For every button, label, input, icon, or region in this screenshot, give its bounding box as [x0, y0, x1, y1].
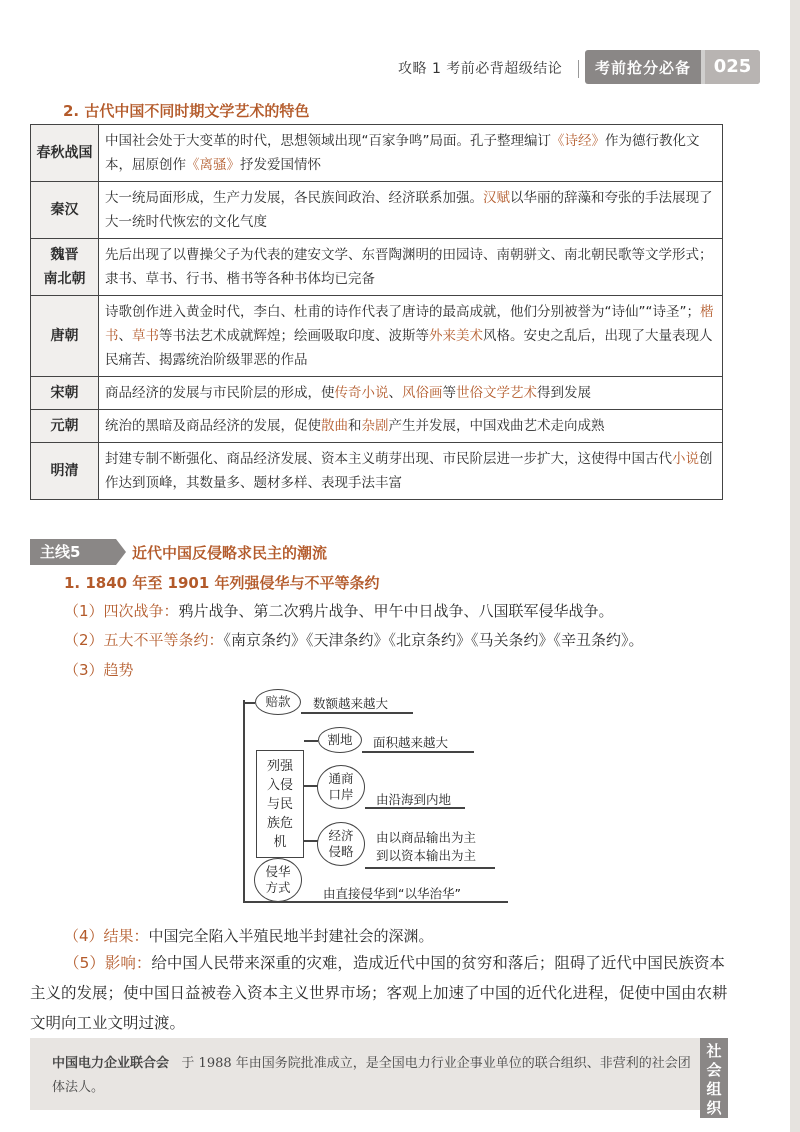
chapter-heading: 攻略 1 考前必背超级结论: [398, 61, 563, 77]
center-line: 与民: [266, 797, 293, 812]
item-5: [30, 948, 730, 1038]
text-segment: 创作达到顶峰，其数量多、题材多样、表现手法丰富: [105, 451, 713, 491]
text-segment: 世俗文学艺术: [456, 385, 537, 401]
desc-territory: 面积越来越大: [373, 735, 449, 750]
item-2-label: （2）五大不平等条约：: [64, 631, 224, 649]
diagram-spine: [243, 700, 245, 902]
node-line: 通商: [328, 771, 354, 786]
text-segment: 大一统局面形成，生产力发展，各民族间政治、经济联系加强。: [105, 190, 483, 206]
item-2: [64, 629, 644, 650]
mainline-banner: 主线5: [30, 539, 116, 565]
era-cell: [31, 239, 99, 296]
text-segment: 诗歌创作进入黄金时代，李白、杜甫的诗作代表了唐诗的最高成就，他们分别被誉为“诗仙”“诗圣”；: [105, 304, 700, 320]
text-segment: 抒发爱国情怀: [240, 157, 321, 173]
text-segment: 、: [118, 328, 132, 344]
table-row: [31, 443, 723, 500]
item-3-label: （3）趋势: [64, 661, 134, 679]
node-line: 侵略: [328, 844, 354, 859]
node-line: 经济: [328, 828, 354, 843]
table-row: [31, 296, 723, 377]
badge-label: 考前抢分必备: [595, 59, 692, 77]
center-line: 入侵: [266, 778, 293, 793]
center-line: 机: [273, 835, 287, 850]
era-cell: 春秋战国: [31, 125, 99, 182]
item-1-text: 鸦片战争、第二次鸦片战争、甲午中日战争、八国联军侵华战争。: [178, 602, 614, 620]
node-indemnity: 赔款: [255, 689, 301, 715]
table-row: [31, 410, 723, 443]
era-cell: 宋朝: [31, 377, 99, 410]
text-segment: 汉赋: [483, 190, 510, 206]
era-description: [99, 125, 723, 182]
footer-text: [52, 1052, 692, 1100]
node-economic: [317, 822, 365, 866]
era-description: [99, 296, 723, 377]
node-line: 口岸: [328, 787, 354, 802]
table-row: [31, 377, 723, 410]
node-ports: [317, 765, 365, 809]
item-5-text: 给中国人民带来深重的灾难，造成近代中国的贫穷和落后；阻碍了近代中国民族资本主义的发展；使中国日益被卷入资本主义世界市场；客观上加速了中国的近代化进程，促使中国由农耕文明向工业文明过渡。: [30, 954, 728, 1032]
text-segment: 等: [442, 385, 456, 401]
desc-indemnity: 数额越来越大: [313, 696, 389, 711]
era-description: [99, 239, 723, 296]
era-description: [99, 377, 723, 410]
text-segment: 统治的黑暗及商品经济的发展，促使: [105, 418, 321, 434]
literature-table: [30, 124, 723, 500]
footer-note: [30, 1038, 700, 1110]
footer-org-name: 中国电力企业联合会: [52, 1056, 170, 1071]
desc-line: 到以资本输出为主: [376, 848, 477, 863]
connector: [304, 840, 318, 842]
text-segment: 风格。安史之乱后，出现了大量表现人民痛苦、揭露统治阶级罪恶的作品: [105, 328, 713, 368]
item-1: [64, 600, 614, 621]
era-line: 魏晋: [50, 247, 79, 263]
header-badge: [585, 50, 760, 84]
text-segment: 传奇小说: [334, 385, 389, 401]
text-segment: 小说: [672, 451, 699, 467]
text-segment: 商品经济的发展与市民阶层的形成，使: [105, 385, 335, 401]
item-2-text: 《南京条约》《天津条约》《北京条约》《马关条约》《辛丑条约》。: [223, 631, 644, 649]
era-cell: 明清: [31, 443, 99, 500]
item-1-label: （1）四次战争：: [64, 602, 179, 620]
text-segment: 等书法艺术成就辉煌；绘画吸取印度、波斯等: [159, 328, 429, 344]
text-segment: 以华丽的辞藻和夸张的手法展现了大一统时代恢宏的文化气度: [105, 190, 713, 230]
connector: [304, 740, 318, 742]
node-line: 方式: [265, 880, 291, 895]
text-segment: 作为德行教化文本，屈原创作: [105, 133, 700, 173]
page-edge: [790, 0, 800, 1132]
center-line: 列强: [266, 759, 293, 774]
header-divider: [578, 60, 579, 78]
era-description: [99, 410, 723, 443]
item-5-label: （5）影响：: [64, 954, 152, 972]
diagram-center-box: [256, 750, 304, 858]
table-row: [31, 125, 723, 182]
text-segment: 风俗画: [402, 385, 443, 401]
era-cell: 元朝: [31, 410, 99, 443]
text-segment: 中国社会处于大变革的时代，思想领域出现“百家争鸣”局面。孔子整理编订: [105, 133, 551, 149]
text-segment: 外来美术: [429, 328, 483, 344]
item-4: [64, 925, 434, 946]
center-line: 族危: [266, 816, 293, 831]
text-segment: 草书: [132, 328, 159, 344]
table-row: [31, 182, 723, 239]
text-segment: 得到发展: [537, 385, 591, 401]
era-description: [99, 443, 723, 500]
footer-description: 于 1988 年由国务院批准成立，是全国电力行业企事业单位的联合组织、非营利的社会团体法人。: [52, 1056, 691, 1095]
connector: [304, 785, 318, 787]
underline: [365, 807, 465, 809]
banner-arrow-icon: [116, 539, 126, 565]
text-segment: 《离骚》: [186, 157, 240, 173]
underline: [301, 712, 413, 714]
table-row: [31, 239, 723, 296]
era-description: [99, 182, 723, 239]
text-segment: 散曲: [321, 418, 348, 434]
text-segment: 《诗经》: [551, 133, 605, 149]
page-number: 025: [705, 50, 760, 84]
underline: [362, 751, 474, 753]
mainline-title: 近代中国反侵略求民主的潮流: [132, 544, 328, 562]
text-segment: 楷书: [105, 304, 714, 344]
text-segment: 产生并发展，中国戏曲艺术走向成熟: [388, 418, 605, 434]
era-cell: 唐朝: [31, 296, 99, 377]
node-method: [254, 858, 302, 902]
underline: [365, 867, 495, 869]
item-4-text: 中国完全陷入半殖民地半封建社会的深渊。: [148, 927, 434, 945]
desc-ports: 由沿海到内地: [376, 792, 452, 807]
desc-economic: [376, 829, 476, 865]
node-territory: 割地: [318, 727, 362, 753]
connector: [243, 702, 255, 704]
item-4-label: （4）结果：: [64, 927, 149, 945]
era-cell: 秦汉: [31, 182, 99, 239]
text-segment: 先后出现了以曹操父子为代表的建安文学、东晋陶渊明的田园诗、南朝骈文、南北朝民歌等文学形式；隶书、草书、行书、楷书等各种书体均已完备: [105, 247, 713, 287]
text-segment: 、: [388, 385, 402, 401]
desc-line: 由以商品输出为主: [376, 830, 477, 845]
item-3: [64, 659, 134, 680]
era-line: 南北朝: [43, 271, 86, 287]
desc-method: 由直接侵华到“以华治华”: [323, 886, 461, 901]
side-tab: 社会组织: [700, 1038, 728, 1118]
text-segment: 封建专制不断强化、商品经济发展、资本主义萌芽出现、市民阶层进一步扩大，这使得中国古代: [105, 451, 672, 467]
node-line: 侵华: [265, 864, 291, 879]
text-segment: 杂剧: [361, 418, 389, 434]
subsection-title: 1. 1840 年至 1901 年列强侵华与不平等条约: [64, 574, 380, 592]
text-segment: 和: [348, 418, 362, 434]
section-title: 2. 古代中国不同时期文学艺术的特色: [63, 102, 310, 120]
